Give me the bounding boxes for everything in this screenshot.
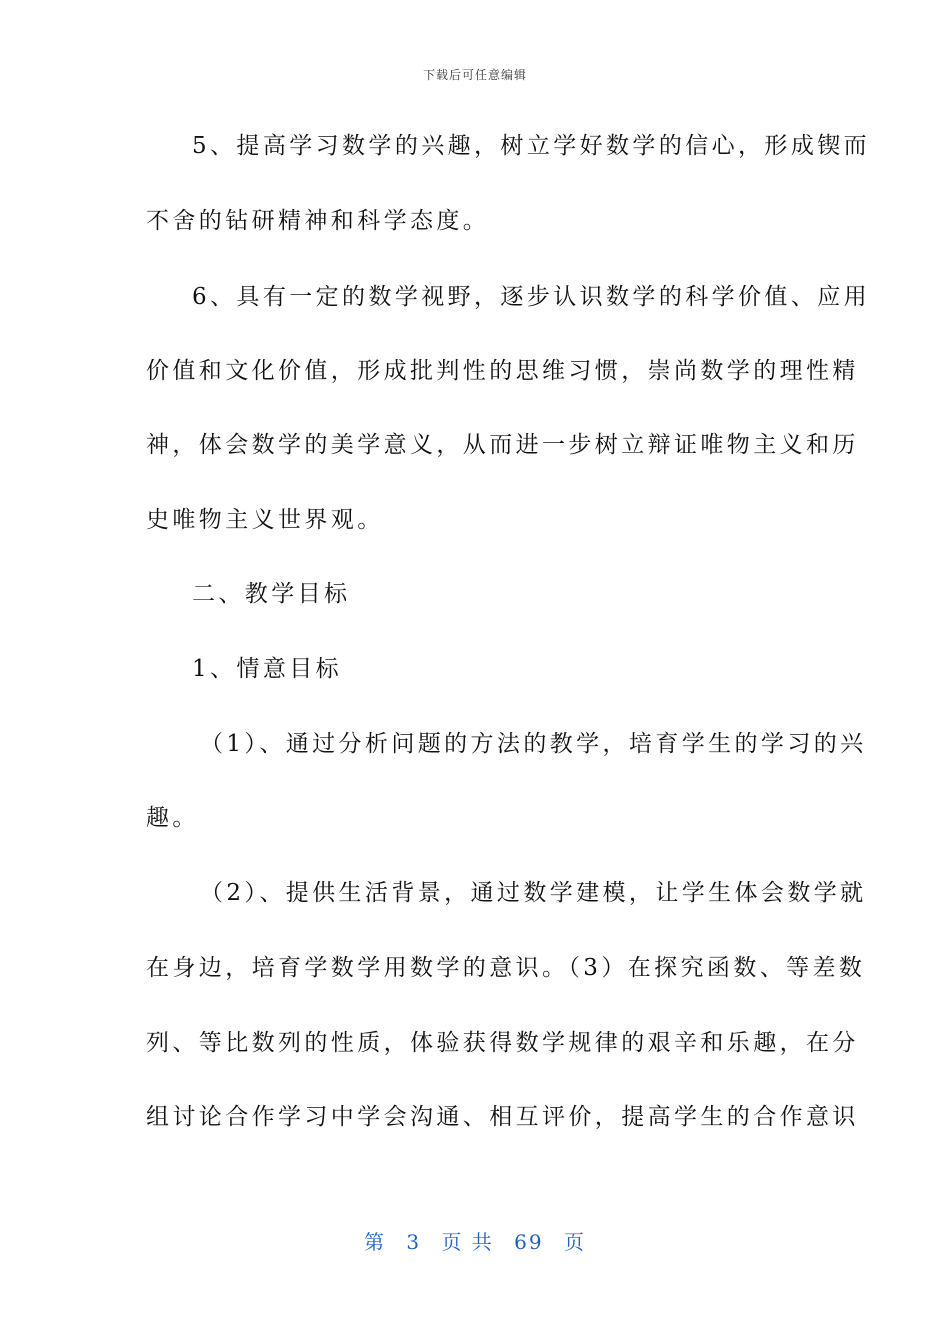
paragraph-line: 价值和文化价值，形成批判性的思维习惯，崇尚数学的理性精 bbox=[146, 358, 859, 384]
paragraph-line: 5、提高学习数学的兴趣，树立学好数学的信心，形成锲而 bbox=[192, 133, 871, 159]
paragraph-line: 在身边，培育学数学用数学的意识。（3）在探究函数、等差数 bbox=[146, 955, 866, 981]
section-heading: 二、教学目标 bbox=[192, 581, 351, 607]
total-pages-number: 69 bbox=[514, 1230, 544, 1254]
page-header: 下载后可任意编辑 bbox=[422, 68, 527, 82]
current-page-number: 3 bbox=[406, 1230, 422, 1254]
paragraph-line: 列、等比数列的性质，体验获得数学规律的艰辛和乐趣，在分 bbox=[146, 1030, 859, 1056]
paragraph-line: （2）、提供生活背景，通过数学建模，让学生体会数学就 bbox=[200, 880, 867, 906]
footer-middle: 页 共 bbox=[441, 1230, 494, 1254]
footer-suffix: 页 bbox=[563, 1230, 586, 1254]
paragraph-line: 不舍的钻研精神和科学态度。 bbox=[146, 208, 490, 234]
footer-prefix: 第 bbox=[364, 1230, 386, 1254]
paragraph-line: 组讨论合作学习中学会沟通、相互评价，提高学生的合作意识 bbox=[146, 1104, 859, 1130]
paragraph-line: 6、具有一定的数学视野，逐步认识数学的科学价值、应用 bbox=[192, 284, 871, 310]
paragraph-line: 趣。 bbox=[146, 805, 199, 831]
subsection-heading: 1、情意目标 bbox=[192, 656, 343, 682]
paragraph-line: （1）、通过分析问题的方法的教学，培育学生的学习的兴 bbox=[200, 731, 867, 757]
paragraph-line: 神，体会数学的美学意义，从而进一步树立辩证唯物主义和历 bbox=[146, 432, 859, 458]
page-footer bbox=[0, 1226, 950, 1255]
paragraph-line: 史唯物主义世界观。 bbox=[146, 507, 384, 533]
